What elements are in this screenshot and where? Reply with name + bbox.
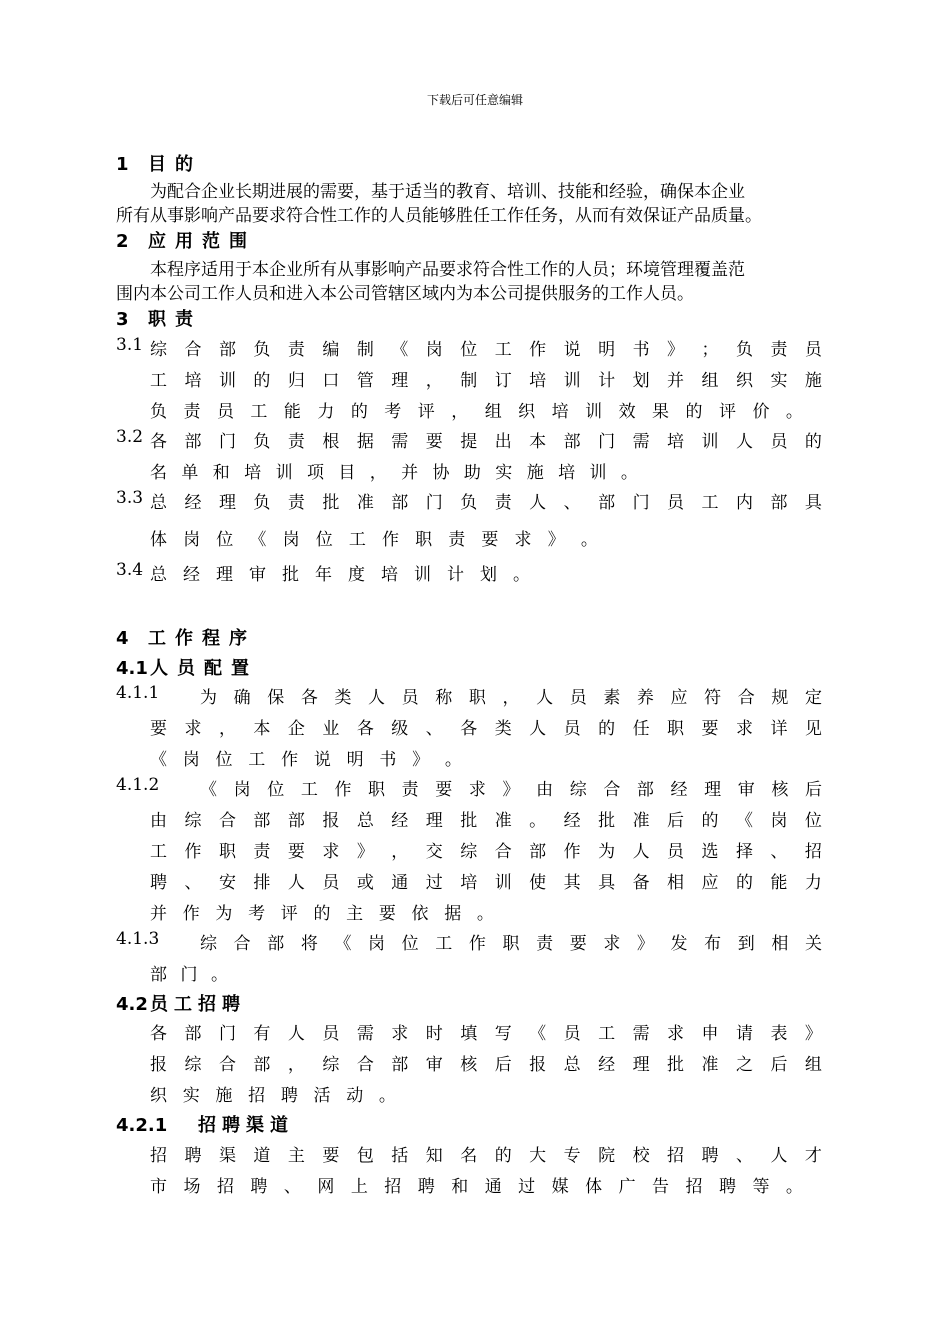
section-3-number: 3 (116, 309, 129, 330)
item-4-1-2-line-1: 《 岗 位 工 作 职 责 要 求 》 由 综 合 部 经 理 审 核 后 (200, 780, 822, 800)
section-3-heading (116, 305, 202, 331)
item-3-4-label: 3.4 (116, 560, 144, 580)
section-2-para-line-1: 本程序适用于本企业所有从事影响产品要求符合性工作的人员；环境管理覆盖范 (150, 260, 745, 280)
item-3-2-line-2: 名 单 和 培 训 项 目 ， 并 协 助 实 施 培 训 。 (150, 463, 638, 483)
section-1-number: 1 (116, 154, 129, 175)
section-4-1-heading (116, 654, 258, 680)
section-2-para-line-2: 围内本公司工作人员和进入本公司管辖区域内为本公司提供服务的工作人员。 (116, 284, 694, 304)
section-4-2-number: 4.2 (116, 994, 148, 1015)
item-3-2-line-1: 各 部 门 负 责 根 据 需 要 提 出 本 部 门 需 培 训 人 员 的 (150, 432, 822, 452)
item-4-1-2-line-3: 工 作 职 责 要 求 》 ， 交 综 合 部 作 为 人 员 选 择 、 招 (150, 842, 822, 862)
section-4-2-1-heading (116, 1111, 294, 1137)
page-header: 下载后可任意编辑 (426, 93, 523, 107)
item-3-3-label: 3.3 (116, 488, 144, 508)
item-4-1-3-label: 4.1.3 (116, 929, 160, 949)
item-4-1-1-label: 4.1.1 (116, 683, 160, 703)
item-4-1-3-line-1: 综 合 部 将 《 岗 位 工 作 职 责 要 求 》 发 布 到 相 关 (200, 934, 822, 954)
item-3-1-line-1: 综 合 部 负 责 编 制 《 岗 位 工 作 说 明 书 》 ； 负 责 员 (150, 340, 822, 360)
section-4-title: 工作程序 (148, 628, 256, 649)
item-4-1-1-line-1: 为 确 保 各 类 人 员 称 职 ， 人 员 素 养 应 符 合 规 定 (200, 688, 822, 708)
section-2-title: 应用范围 (148, 231, 256, 252)
item-4-1-2-line-2: 由 综 合 部 部 报 总 经 理 批 准 。 经 批 准 后 的 《 岗 位 (150, 811, 822, 831)
item-3-1-line-2: 工 培 训 的 归 口 管 理 ， 制 订 培 训 计 划 并 组 织 实 施 (150, 371, 822, 391)
section-1-para-line-1: 为配合企业长期进展的需要，基于适当的教育、培训、技能和经验，确保本企业 (150, 182, 745, 202)
section-4-number: 4 (116, 628, 129, 649)
item-4-1-1-line-2: 要 求 ， 本 企 业 各 级 、 各 类 人 员 的 任 职 要 求 详 见 (150, 719, 822, 739)
section-4-2-line-1: 各 部 门 有 人 员 需 求 时 填 写 《 员 工 需 求 申 请 表 》 (150, 1024, 822, 1044)
item-3-3-line-1: 总 经 理 负 责 批 准 部 门 负 责 人 、 部 门 员 工 内 部 具 (150, 493, 822, 513)
section-4-2-line-3: 织 实 施 招 聘 活 动 。 (150, 1086, 396, 1106)
section-1-title: 目的 (148, 154, 202, 175)
section-4-2-1-line-2: 市 场 招 聘 、 网 上 招 聘 和 通 过 媒 体 广 告 招 聘 等 。 (150, 1177, 803, 1197)
section-4-2-heading (116, 990, 246, 1016)
item-4-1-2-line-4: 聘 、 安 排 人 员 或 通 过 培 训 使 其 具 备 相 应 的 能 力 (150, 873, 822, 893)
section-4-2-1-title: 招聘渠道 (198, 1115, 294, 1136)
section-1-para-line-2: 所有从事影响产品要求符合性工作的人员能够胜任工作任务，从而有效保证产品质量。 (116, 206, 762, 226)
section-2-heading (116, 227, 256, 253)
item-3-1-line-3: 负 责 员 工 能 力 的 考 评 ， 组 织 培 训 效 果 的 评 价 。 (150, 402, 803, 422)
item-4-1-2-line-5: 并 作 为 考 评 的 主 要 依 据 。 (150, 904, 494, 924)
section-4-2-1-line-1: 招 聘 渠 道 主 要 包 括 知 名 的 大 专 院 校 招 聘 、 人 才 (150, 1146, 822, 1166)
item-3-3-line-2: 体 岗 位 《 岗 位 工 作 职 责 要 求 》 。 (150, 530, 598, 550)
item-4-1-3-line-2: 部 门 。 (150, 965, 228, 985)
section-4-2-title: 员工招聘 (150, 994, 246, 1015)
section-4-1-number: 4.1 (116, 658, 148, 679)
section-4-2-line-2: 报 综 合 部 ， 综 合 部 审 核 后 报 总 经 理 批 准 之 后 组 (150, 1055, 822, 1075)
section-2-number: 2 (116, 231, 129, 252)
section-3-title: 职责 (148, 309, 202, 330)
section-4-2-1-number: 4.2.1 (116, 1115, 168, 1136)
item-4-1-2-label: 4.1.2 (116, 775, 160, 795)
section-4-heading (116, 624, 256, 650)
item-3-2-label: 3.2 (116, 427, 144, 447)
item-3-1-label: 3.1 (116, 335, 144, 355)
section-4-1-title: 人员配置 (150, 658, 258, 679)
item-4-1-1-line-3: 《 岗 位 工 作 说 明 书 》 。 (150, 750, 462, 770)
section-1-heading (116, 150, 202, 176)
item-3-4-line-1: 总 经 理 审 批 年 度 培 训 计 划 。 (150, 565, 530, 585)
